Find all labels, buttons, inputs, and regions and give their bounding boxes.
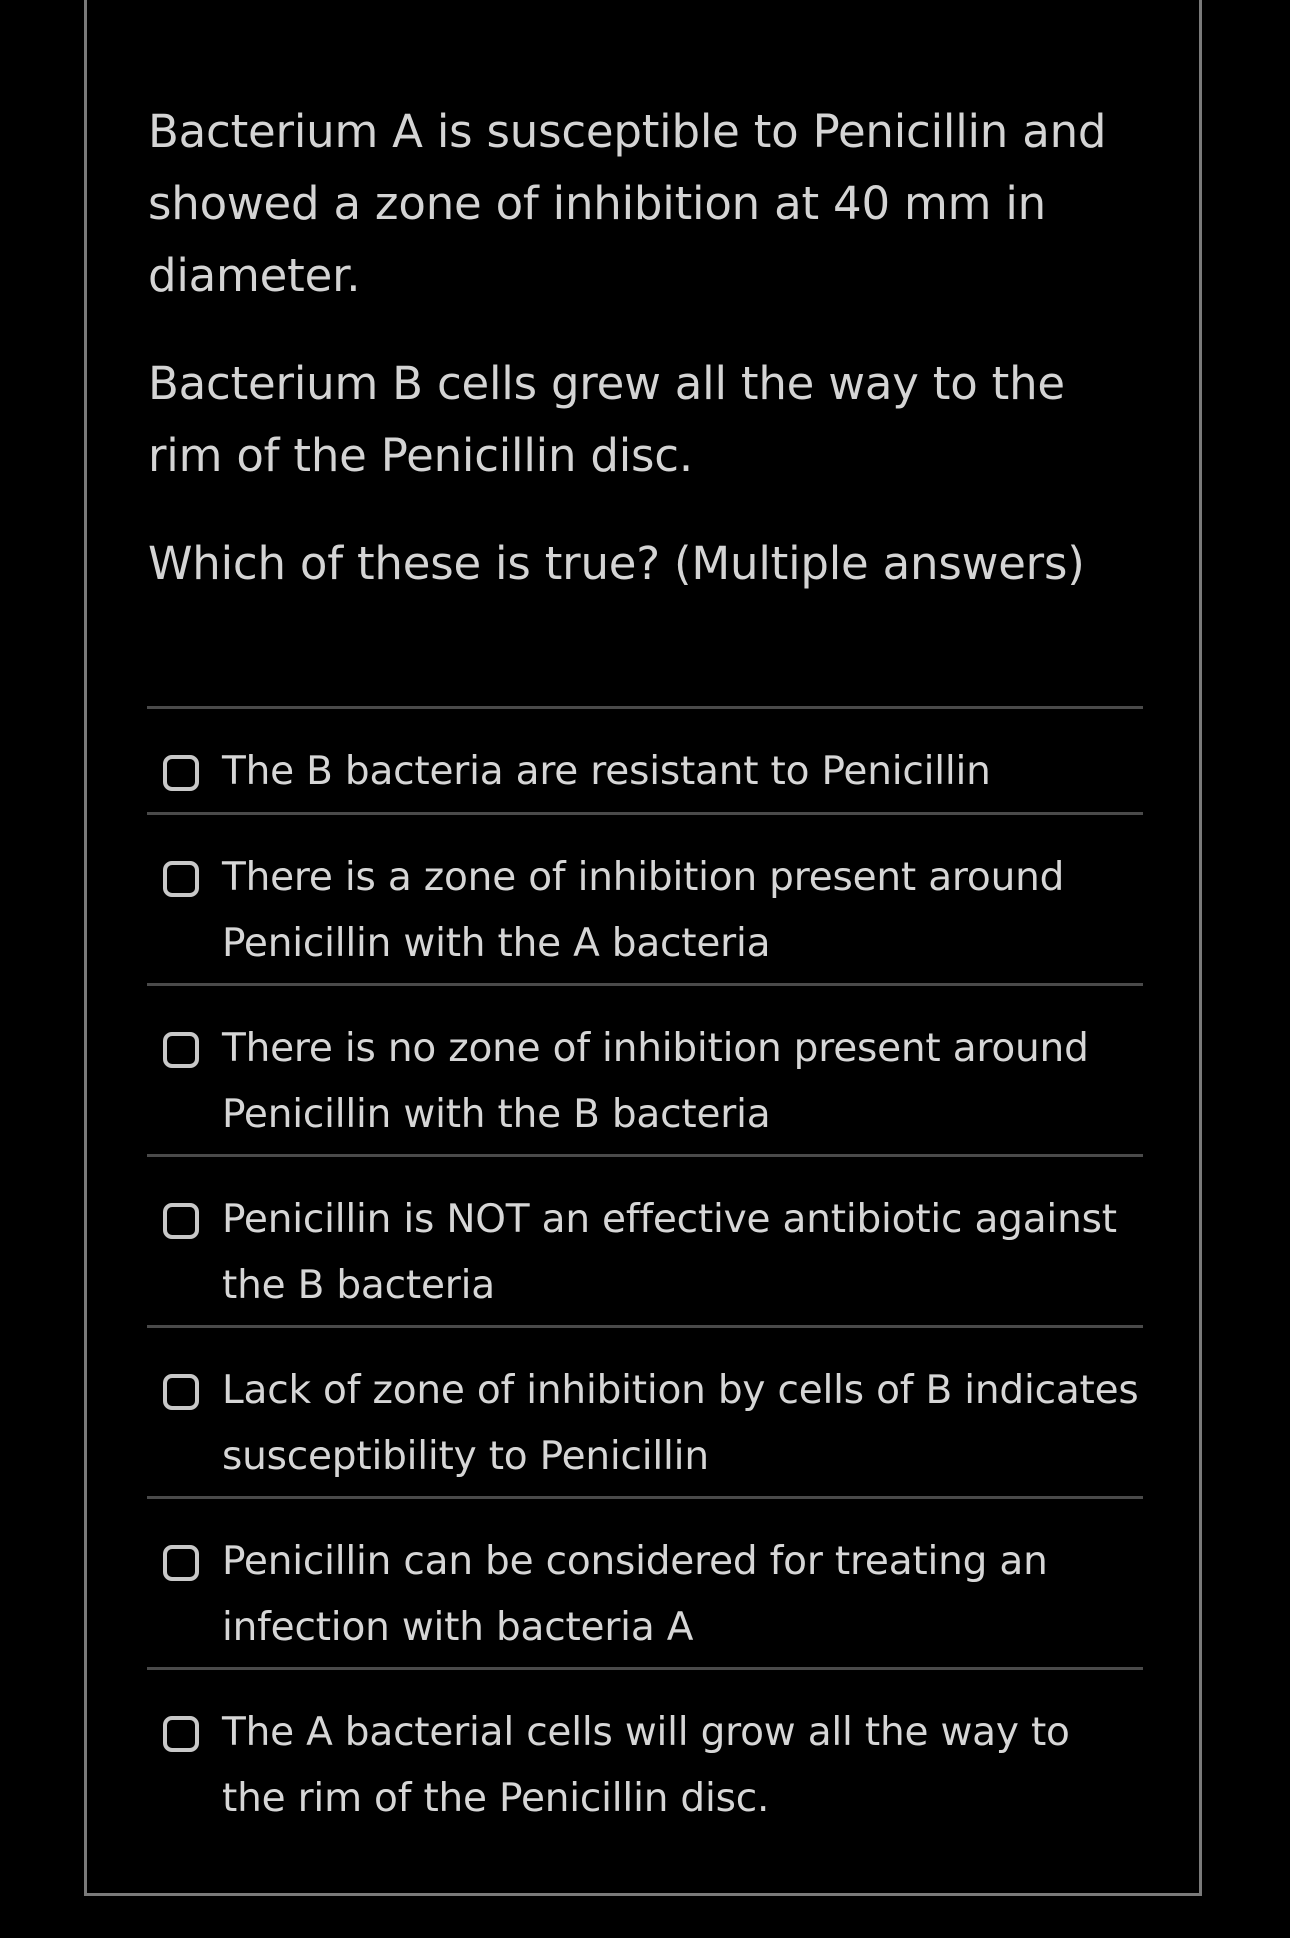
answer-option-7[interactable]: [147, 1670, 1143, 1860]
checkbox-icon[interactable]: [163, 1374, 199, 1410]
checkbox-icon[interactable]: [163, 1203, 199, 1239]
checkbox-icon[interactable]: [163, 1545, 199, 1581]
answer-option-3[interactable]: [147, 986, 1143, 1157]
answer-option-label: There is no zone of inhibition present around Penicillin with the B bacteria: [222, 1026, 1089, 1137]
answer-option-4[interactable]: [147, 1157, 1143, 1328]
answer-option-2[interactable]: [147, 815, 1143, 986]
checkbox-icon[interactable]: [163, 861, 199, 897]
checkbox-icon[interactable]: [163, 1716, 199, 1752]
answer-option-label: Lack of zone of inhibition by cells of B indicates susceptibility to Penicillin: [222, 1368, 1139, 1479]
question-paragraph-1: Bacterium A is susceptible to Penicillin and showed a zone of inhibition at 40 mm in diameter.: [148, 105, 1107, 302]
answer-option-label: The B bacteria are resistant to Penicillin: [222, 749, 991, 794]
answer-option-5[interactable]: [147, 1328, 1143, 1499]
answer-option-label: Penicillin is NOT an effective antibiotic against the B bacteria: [222, 1197, 1117, 1308]
answer-option-label: There is a zone of inhibition present around Penicillin with the A bacteria: [222, 855, 1065, 966]
answer-option-1[interactable]: [147, 709, 1143, 815]
checkbox-icon[interactable]: [163, 755, 199, 791]
answer-option-label: The A bacterial cells will grow all the way to the rim of the Penicillin disc.: [222, 1710, 1070, 1821]
checkbox-icon[interactable]: [163, 1032, 199, 1068]
answer-option-6[interactable]: [147, 1499, 1143, 1670]
question-paragraph-2: Bacterium B cells grew all the way to the rim of the Penicillin disc.: [148, 357, 1065, 482]
answer-option-label: Penicillin can be considered for treating an infection with bacteria A: [222, 1539, 1048, 1650]
question-text: [148, 96, 1148, 636]
answer-options-list: [147, 706, 1143, 1860]
question-prompt: Which of these is true? (Multiple answers): [148, 537, 1085, 590]
